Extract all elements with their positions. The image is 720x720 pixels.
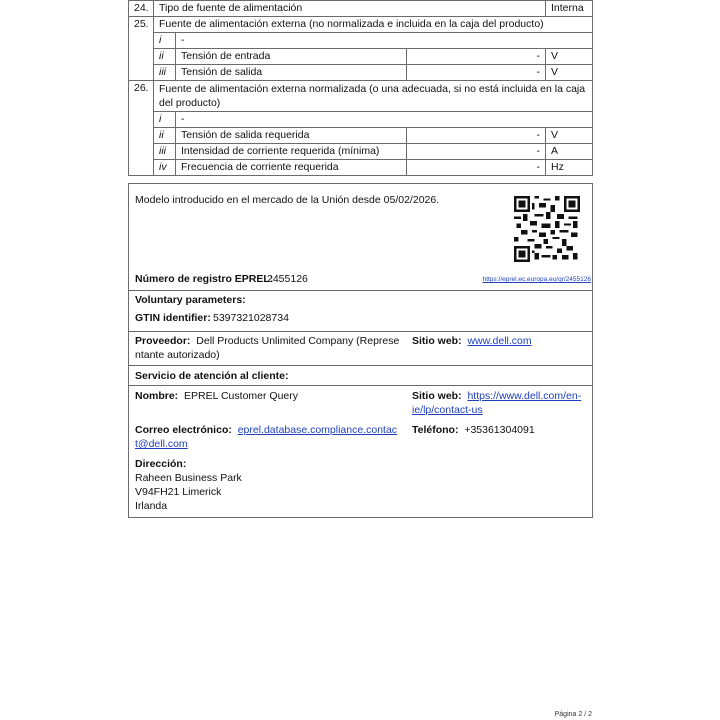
supplier-value: Dell Products Unlimited Company (Represe	[196, 335, 400, 347]
sub-value: -	[407, 144, 546, 160]
supplier-line-1	[135, 334, 399, 348]
customer-service-label: Servicio de atención al cliente:	[135, 370, 289, 382]
spec-table	[128, 0, 593, 176]
spec-subrow	[129, 128, 593, 144]
address-line-1: Raheen Business Park	[135, 472, 242, 484]
sub-index: ii	[154, 49, 176, 65]
spec-subrow	[129, 65, 593, 81]
registration-label: Número de registro EPREL:	[135, 273, 274, 285]
row-label: Fuente de alimentación externa normalizada (o una adecuada, si no está incluida en la caja del producto)	[154, 81, 593, 112]
qr-link[interactable]: https://eprel.ec.europa.eu/qr/2455126	[482, 276, 591, 283]
sub-unit: V	[546, 49, 593, 65]
service-website	[412, 389, 581, 403]
supplier-label: Proveedor:	[135, 335, 191, 347]
spec-subrow	[129, 160, 593, 176]
sub-index: i	[154, 33, 176, 49]
row-number: 24.	[129, 1, 154, 17]
sub-unit: Hz	[546, 160, 593, 176]
row-label: Fuente de alimentación externa (no normalizada e incluida en la caja del producto)	[154, 17, 593, 33]
spec-row-25	[129, 17, 593, 33]
sub-label: Frecuencia de corriente requerida	[176, 160, 407, 176]
page-number: Página 2 / 2	[554, 711, 592, 718]
sub-label: Intensidad de corriente requerida (mínima)	[176, 144, 407, 160]
sub-value: -	[407, 49, 546, 65]
service-web-label: Sitio web:	[412, 390, 462, 402]
sub-value: -	[407, 128, 546, 144]
email-link[interactable]: eprel.database.compliance.contac	[237, 424, 398, 436]
website-link[interactable]: www.dell.com	[467, 335, 532, 347]
divider	[129, 365, 592, 366]
address-line-2: V94FH21 Limerick	[135, 486, 222, 498]
spec-subrow	[129, 49, 593, 65]
sub-unit: V	[546, 128, 593, 144]
sub-value: -	[407, 65, 546, 81]
registration-number: 2455126	[267, 273, 308, 285]
sub-index: i	[154, 112, 176, 128]
spec-subrow	[129, 33, 593, 49]
service-web-link-cont[interactable]: ie/lp/contact-us	[412, 404, 483, 416]
gtin-label: GTIN identifier:	[135, 312, 211, 324]
sub-index: ii	[154, 128, 176, 144]
sub-index: iii	[154, 144, 176, 160]
row-value: Interna	[546, 1, 593, 17]
email-label: Correo electrónico:	[135, 424, 232, 436]
sub-unit: A	[546, 144, 593, 160]
spec-subrow	[129, 112, 593, 128]
address-label: Dirección:	[135, 458, 187, 470]
row-number: 25.	[129, 17, 154, 81]
divider	[129, 290, 592, 291]
service-name	[135, 389, 298, 403]
sub-label: Tensión de salida requerida	[176, 128, 407, 144]
market-date-text: Modelo introducido en el mercado de la Unión desde 05/02/2026.	[135, 194, 440, 206]
phone-value: +35361304091	[464, 424, 535, 436]
spec-row-26	[129, 81, 593, 112]
name-label: Nombre:	[135, 390, 179, 402]
row-number: 26.	[129, 81, 154, 176]
spec-subrow	[129, 144, 593, 160]
sub-index: iii	[154, 65, 176, 81]
sub-unit: V	[546, 65, 593, 81]
sub-label: -	[176, 33, 593, 49]
email-link-cont[interactable]: t@dell.com	[135, 438, 188, 450]
website-label: Sitio web:	[412, 335, 462, 347]
qr-code-icon[interactable]	[514, 196, 580, 262]
divider	[129, 385, 592, 386]
supplier-value-cont: ntante autorizado)	[135, 349, 220, 361]
sub-label: Tensión de entrada	[176, 49, 407, 65]
phone-label: Teléfono:	[412, 424, 459, 436]
phone	[412, 423, 535, 437]
name-value: EPREL Customer Query	[184, 390, 298, 402]
sub-index: iv	[154, 160, 176, 176]
gtin-value: 5397321028734	[213, 312, 289, 324]
email	[135, 423, 397, 437]
spec-row-24	[129, 1, 593, 17]
service-web-link[interactable]: https://www.dell.com/en-	[467, 390, 582, 402]
product-info-box	[128, 183, 593, 518]
supplier-website	[412, 334, 532, 348]
row-label: Tipo de fuente de alimentación	[154, 1, 546, 17]
voluntary-parameters-label: Voluntary parameters:	[135, 294, 246, 306]
divider	[129, 331, 592, 332]
address-line-3: Irlanda	[135, 500, 168, 512]
sub-label: Tensión de salida	[176, 65, 407, 81]
sub-value: -	[407, 160, 546, 176]
sub-label: -	[176, 112, 593, 128]
